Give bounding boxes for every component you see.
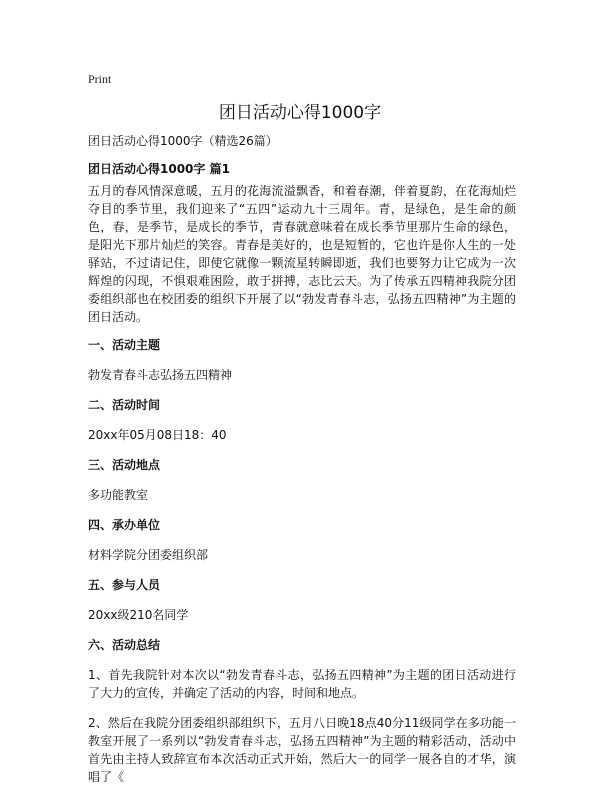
summary-paragraph: 2、然后在我院分团委组织部组织下，五月八日晚18点40分11级同学在多功能一教室开展了一系列以“勃发青春斗志，弘扬五四精神”为主题的精彩活动，活动中首先由主持人致辞宣布本次活动正式开始，然后大一的同学一展各自的才华，演唱了《 <box>88 716 516 784</box>
section-title-summary: 六、活动总结 <box>88 638 161 652</box>
document-body <box>88 132 516 798</box>
section-body-organizer: 材料学院分团委组织部 <box>88 548 209 562</box>
print-label: Print <box>88 72 112 86</box>
section-title-location: 三、活动地点 <box>88 458 161 472</box>
intro-paragraph: 五月的春风情深意暖，五月的花海流溢飘香，和着春潮，伴着夏韵，在花海灿烂夺目的季节里，我们迎来了“五四”运动九十三周年。青，是绿色，是生命的颜色，春，是季节，是成长的季节，青春就意味着在成长季节里那片生命的绿色，是阳光下那片灿烂的笑容。青春是美好的，也是短暂的，它也许是你人生的一处驿站，不过请记住，即使它就像一颗流星转瞬即逝，我们也要努力让它成为一次辉煌的闪现，不惧艰难困险，敢于拼搏，志比云天。为了传承五四精神我院分团委组织部也在校团委的组织下开展了以“勃发青春斗志，弘扬五四精神”为主题的团日活动。 <box>88 184 516 324</box>
page-title: 团日活动心得1000字 <box>218 103 382 123</box>
section-title-theme: 一、活动主题 <box>88 338 161 352</box>
summary-paragraph: 1、首先我院针对本次以“勃发青春斗志，弘扬五四精神”为主题的团日活动进行了大力的宣传，并确定了活动的内容，时间和地点。 <box>88 668 516 700</box>
section-title-organizer: 四、承办单位 <box>88 518 161 532</box>
section-body-theme: 勃发青春斗志弘扬五四精神 <box>88 368 233 382</box>
section-body-location: 多功能教室 <box>88 488 149 502</box>
section-body-participants: 20xx级210名同学 <box>88 608 189 622</box>
article-heading: 团日活动心得1000字 篇1 <box>88 162 230 176</box>
section-body-time: 20xx年05月08日18：40 <box>88 428 227 442</box>
document-subtitle: 团日活动心得1000字（精选26篇） <box>88 134 278 148</box>
section-title-participants: 五、参与人员 <box>88 578 161 592</box>
section-title-time: 二、活动时间 <box>88 398 161 412</box>
